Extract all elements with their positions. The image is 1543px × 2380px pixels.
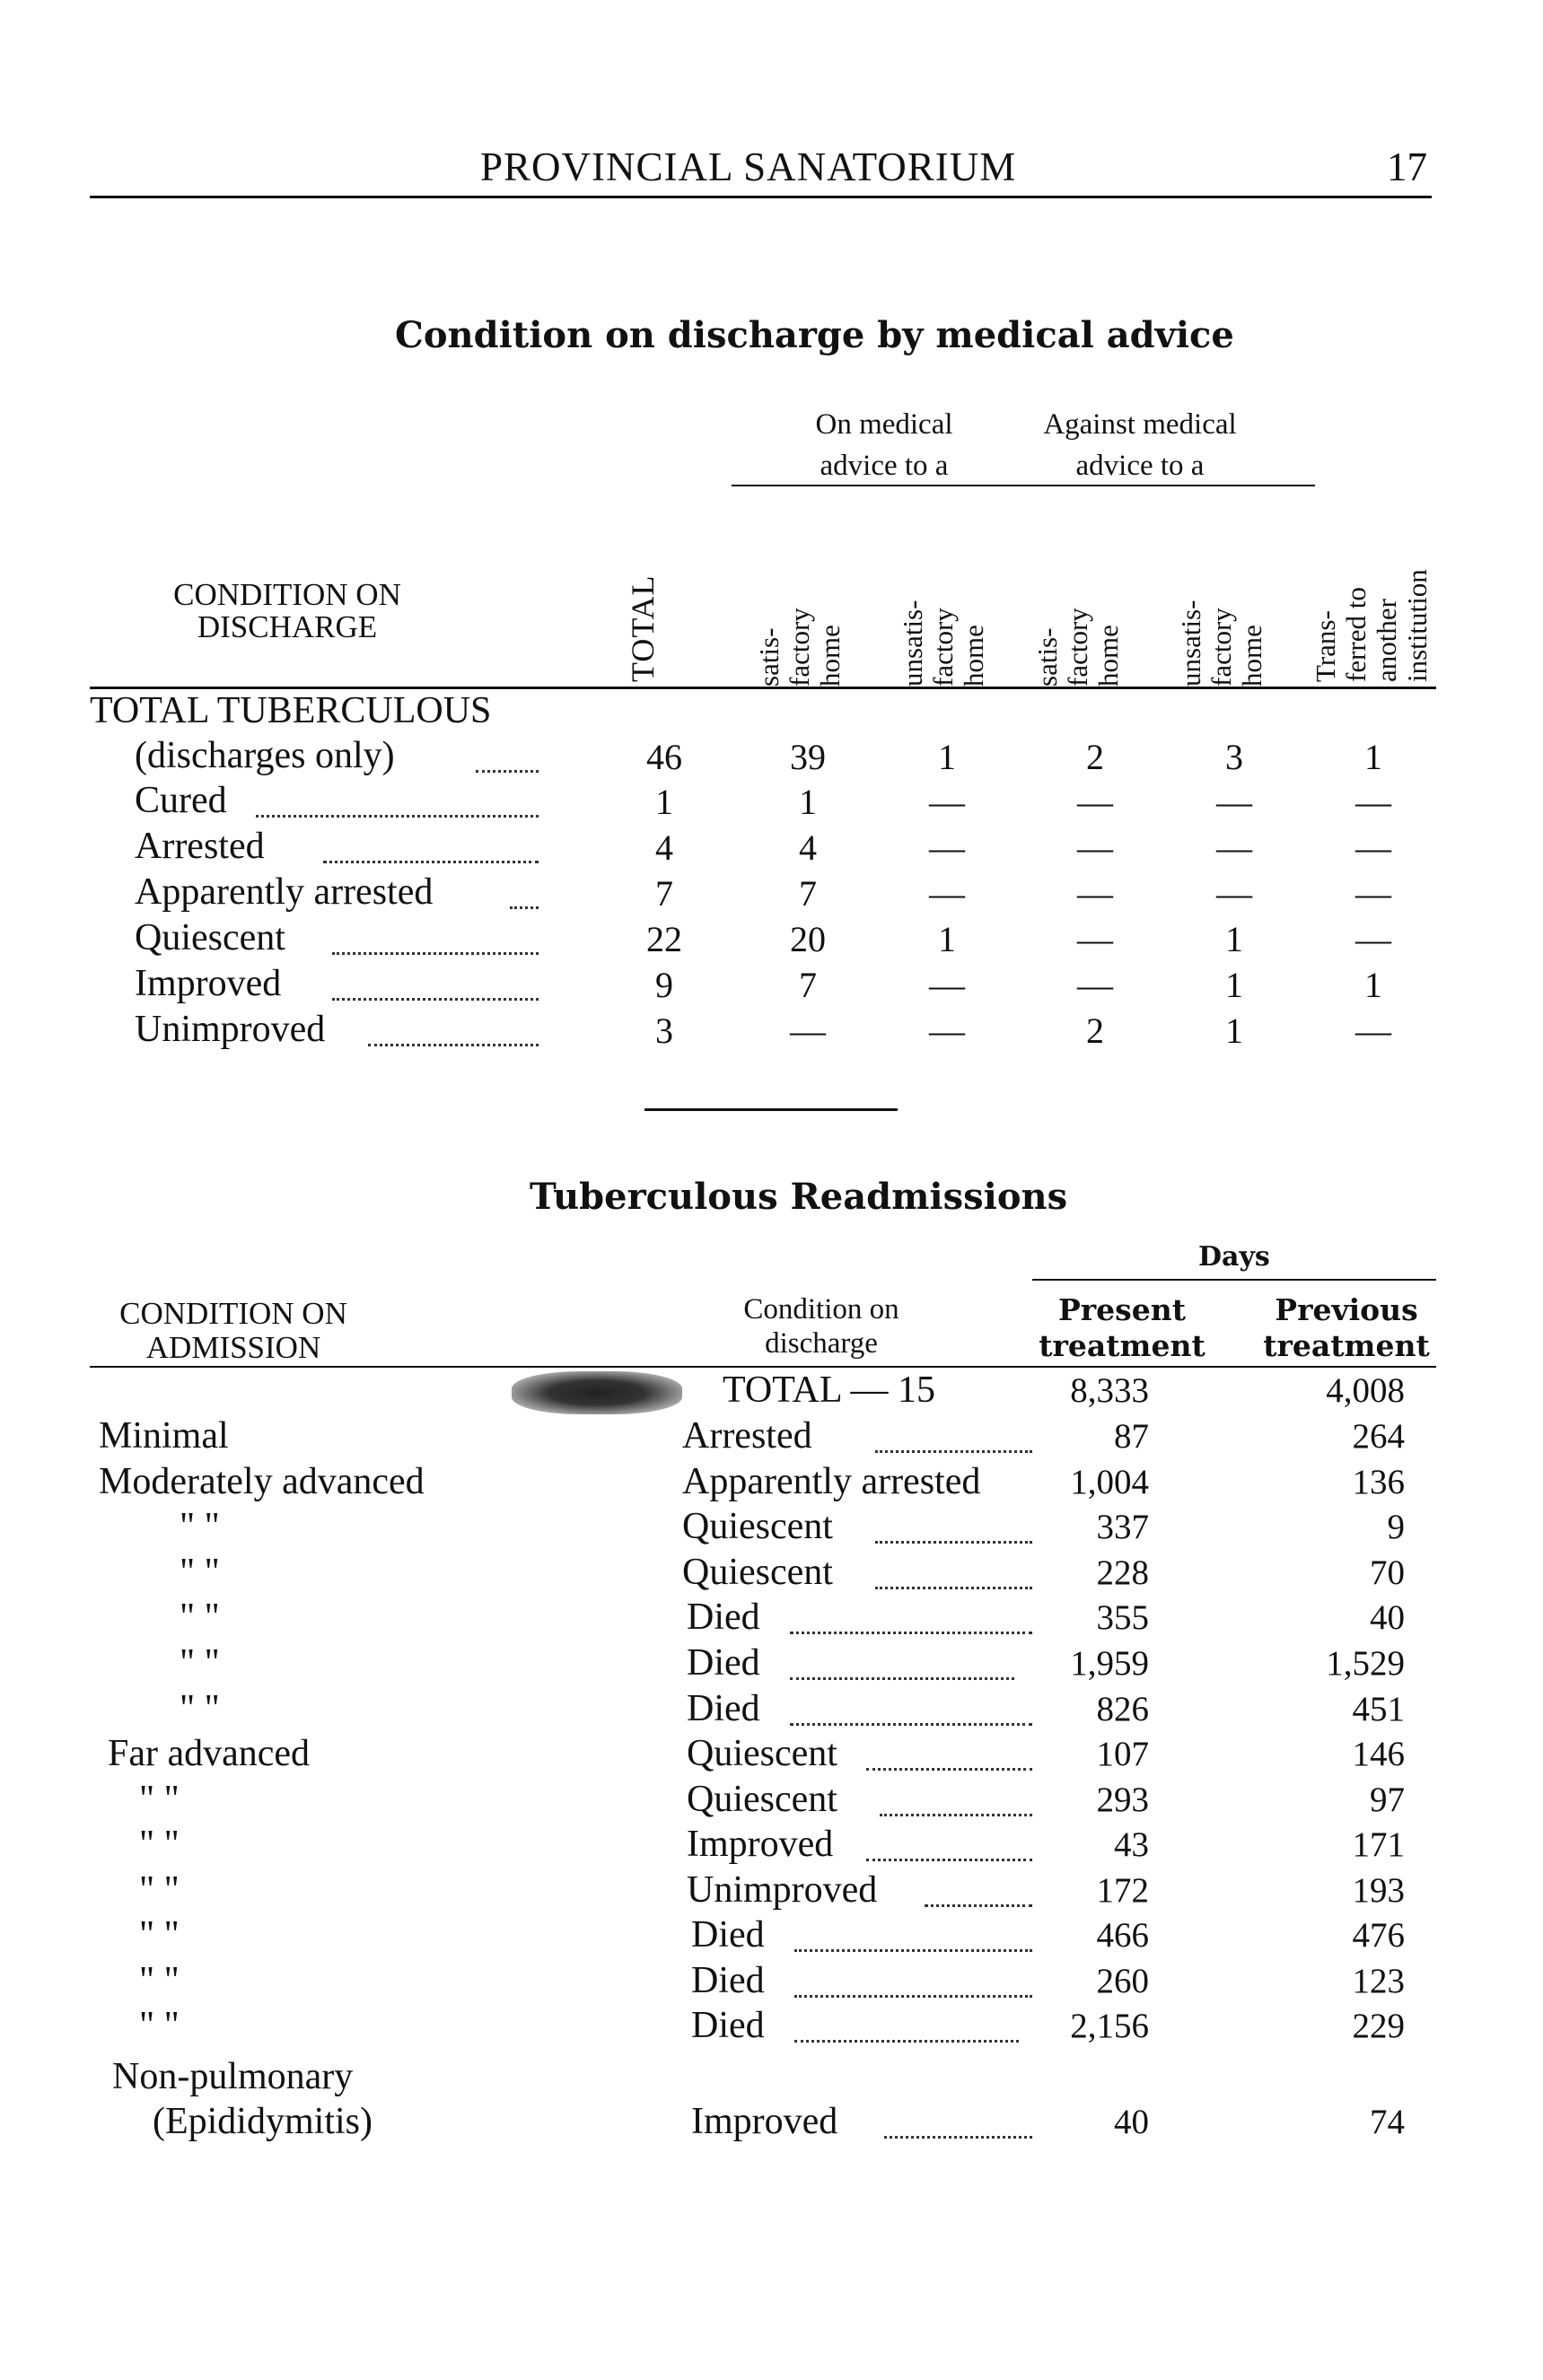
admission-cell: Moderately advanced [99,1461,425,1502]
table1-cell: 1 [655,782,673,822]
condition-on-admission-header-line1: CONDITION ON [119,1296,347,1331]
table1-cell: 3 [1225,737,1243,777]
table1-cell: — [929,827,965,868]
discharge-cell: Unimproved [687,1869,878,1911]
row-leader-unimproved [368,1044,539,1046]
table1-cell: 46 [646,737,682,777]
col-header-on-unsatisfactory [898,600,989,687]
table2-header-rule [90,1366,1436,1368]
table1-cell: 1 [1225,919,1243,959]
table1-cell: 9 [655,965,673,1005]
group-header-against-medical-line1: Against medical [1043,408,1237,441]
section-divider [644,1108,898,1111]
table1-cell: 7 [799,873,817,914]
discharge-cell: Quiescent [682,1552,833,1593]
days-label: Days [1198,1241,1270,1273]
discharge-leader [790,1723,1032,1726]
discharge-cell: Died [691,1914,765,1956]
table1-cell: 1 [1225,965,1243,1005]
previous-days-cell: 1,529 [1326,1644,1405,1683]
present-days-cell: 87 [1114,1417,1149,1456]
condition-on-admission-header-line2: ADMISSION [145,1330,321,1365]
table1-cell: — [1077,827,1113,868]
table1-cell: 1 [938,737,956,777]
row-leader-cured [256,815,539,818]
present-days-cell: 1,004 [1070,1463,1149,1501]
row-label-total-tuberculous: TOTAL TUBERCULOUS [90,690,492,731]
condition-on-discharge-header-line2: DISCHARGE [197,609,378,644]
previous-days-cell: 136 [1352,1463,1405,1501]
admission-cell: " " [139,1914,180,1956]
total-readmissions-label: TOTAL — 15 [723,1369,935,1411]
discharge-cell: Died [687,1597,760,1638]
row-label-arrested: Arrested [135,826,265,867]
total-present-days: 8,333 [1070,1371,1149,1410]
table1-cell: — [1355,1011,1391,1051]
table1-cell: 7 [799,965,817,1005]
col-header-on-satisfactory-l1: satis- [753,627,785,687]
table1-cell: 2 [1086,1011,1104,1051]
table1-cell: — [1355,919,1391,959]
group-header-against-medical-line2: advice to a [1075,450,1205,482]
col-header-total: TOTAL [625,574,661,682]
present-days-cell: 2,156 [1070,2007,1149,2045]
col-header-against-unsatisfactory-l1: unsatis- [1175,599,1206,687]
present-treatment-header-line2: treatment [1039,1328,1205,1363]
table1-cell: — [1355,782,1391,822]
table1-cell: — [1216,873,1252,914]
previous-days-cell: 451 [1352,1690,1405,1728]
present-days-cell: 826 [1096,1690,1149,1728]
table1-cell: 22 [646,919,682,959]
discharge-leader [880,1814,1032,1816]
total-previous-days: 4,008 [1326,1371,1405,1410]
group-header-against-medical [1005,404,1275,486]
present-days-cell: 172 [1096,1871,1149,1910]
table1-cell: 20 [790,919,826,959]
discharge-cell: Improved [687,1824,834,1865]
ink-smudge [512,1371,682,1414]
group-header-on-medical-line1: On medical [815,408,953,441]
table1-title: Condition on discharge by medical advice [395,314,1234,356]
row-label-cured: Cured [135,780,227,821]
epididymitis-label: (Epididymitis) [153,2101,373,2142]
discharge-leader [794,1995,1032,1998]
discharge-leader [794,2040,1019,2043]
discharge-leader [875,1587,1032,1589]
present-days-cell: 228 [1096,1553,1149,1592]
previous-days-cell: 40 [1370,1598,1405,1637]
table1-cell: 7 [655,873,673,914]
table1-cell: — [929,782,965,822]
row-leader-quiescent [332,952,539,955]
discharge-cell: Died [691,2005,765,2046]
col-header-transferred-l4: institution [1401,569,1433,682]
condition-on-discharge-header [144,579,431,643]
col-header-on-satisfactory-l3: home [814,625,846,687]
previous-treatment-header-line1: Previous [1275,1292,1418,1327]
discharge-leader [790,1632,1032,1634]
table1-cell: 3 [655,1011,673,1051]
previous-days-cell: 229 [1352,2007,1405,2045]
previous-days-cell: 476 [1352,1916,1405,1955]
present-days-cell: 260 [1096,1962,1149,2000]
admission-cell: " " [180,1688,220,1729]
table1-cell: 1 [799,782,817,822]
admission-cell: " " [139,1779,180,1820]
row-label-quiescent: Quiescent [135,917,285,958]
admission-cell: " " [139,1960,180,2001]
nonpulmonary-previous-days: 74 [1370,2103,1405,2141]
discharge-cell: Quiescent [682,1506,833,1547]
previous-days-cell: 9 [1387,1508,1405,1546]
discharge-leader [875,1450,1032,1453]
table1-cell: 4 [655,827,673,868]
col-header-against-unsatisfactory-l2: factory [1205,608,1237,687]
table2-title: Tuberculous Readmissions [530,1176,1068,1218]
table1-cell: — [929,965,965,1005]
discharge-cell: Apparently arrested [682,1461,981,1502]
present-days-cell: 293 [1096,1781,1149,1819]
col-header-against-unsatisfactory [1176,600,1267,687]
discharge-leader [884,2136,1032,2139]
header-rule [90,196,1432,198]
col-header-on-unsatisfactory-l2: factory [927,608,959,687]
present-days-cell: 43 [1114,1825,1149,1864]
col-header-on-unsatisfactory-l1: unsatis- [897,599,928,687]
col-header-transferred-l3: another [1371,599,1402,682]
col-header-on-unsatisfactory-l3: home [958,625,989,687]
previous-days-cell: 171 [1352,1825,1405,1864]
discharge-cell: Died [691,1960,765,2001]
table1-cell: — [1216,782,1252,822]
row-leader-improved [332,998,539,1001]
row-label-apparently-arrested: Apparently arrested [135,871,434,913]
admission-cell: " " [139,1824,180,1865]
present-treatment-header-line1: Present [1057,1292,1186,1327]
col-header-against-satisfactory-l2: factory [1062,608,1093,687]
nonpulmonary-present-days: 40 [1114,2103,1149,2141]
col-header-against-satisfactory-l3: home [1092,625,1124,687]
table1-cell: — [1355,827,1391,868]
discharge-leader [866,1768,1032,1771]
present-days-cell: 1,959 [1070,1644,1149,1683]
group-header-on-medical-line2: advice to a [820,450,949,482]
col-header-on-satisfactory-l2: factory [784,608,815,687]
admission-cell: " " [139,2005,180,2046]
col-header-on-satisfactory [754,608,846,687]
table1-cell: 1 [1364,965,1382,1005]
row-leader-discharges-only [476,770,539,773]
col-header-against-satisfactory-l1: satis- [1031,627,1063,687]
admission-cell: " " [139,1869,180,1911]
discharge-leader [925,1904,1032,1907]
discharge-cell: Died [687,1688,760,1729]
previous-days-cell: 70 [1370,1553,1405,1592]
table1-cell: — [1077,782,1113,822]
table1-cell: — [1077,873,1113,914]
discharge-leader [875,1541,1032,1544]
condition-on-discharge-col-header [696,1292,947,1361]
condition-on-discharge-col-header-line1: Condition on [743,1293,899,1326]
admission-cell: " " [180,1552,220,1593]
discharge-leader [866,1859,1032,1861]
admission-cell: " " [180,1642,220,1684]
col-header-transferred-l1: Trans- [1310,610,1341,682]
days-rule [1032,1279,1436,1281]
previous-days-cell: 123 [1352,1962,1405,2000]
page-number: 17 [1387,144,1427,189]
discharge-leader [794,1949,1032,1952]
group-header-rule [732,485,1315,486]
present-days-cell: 337 [1096,1508,1149,1546]
table1-cell: — [1355,873,1391,914]
admission-cell: Minimal [99,1415,229,1457]
table1-cell: — [929,1011,965,1051]
discharge-cell: Quiescent [687,1779,837,1820]
admission-cell: " " [180,1597,220,1638]
table1-cell: 39 [790,737,826,777]
col-header-transferred-l2: ferred to [1340,587,1372,682]
condition-on-discharge-header-line1: CONDITION ON [173,577,401,612]
discharge-cell: Arrested [682,1415,812,1457]
discharge-leader [790,1677,1014,1680]
present-days-cell: 466 [1096,1916,1149,1955]
row-label-improved: Improved [135,963,282,1004]
discharge-cell: Quiescent [687,1733,837,1774]
previous-treatment-header-line2: treatment [1263,1328,1430,1363]
admission-cell: " " [180,1506,220,1547]
admission-cell: Far advanced [108,1733,311,1774]
nonpulmonary-label: Non-pulmonary [112,2056,354,2097]
previous-days-cell: 97 [1370,1781,1405,1819]
table1-cell: — [1077,919,1113,959]
row-leader-apparently-arrested [510,906,539,909]
present-days-cell: 107 [1096,1735,1149,1773]
discharge-cell: Died [687,1642,760,1684]
table1-cell: — [1216,827,1252,868]
condition-on-admission-header [94,1297,373,1365]
running-title: PROVINCIAL SANATORIUM [480,144,1017,189]
col-header-against-unsatisfactory-l3: home [1236,625,1267,687]
table1-cell: 1 [938,919,956,959]
row-leader-arrested [323,861,539,863]
previous-treatment-header [1257,1292,1436,1364]
present-days-cell: 355 [1096,1598,1149,1637]
group-header-on-medical [781,404,987,486]
table1-cell: 2 [1086,737,1104,777]
table1-cell: — [929,873,965,914]
col-header-against-satisfactory [1032,608,1124,687]
table1-cell: — [1077,965,1113,1005]
table1-cell: 1 [1364,737,1382,777]
row-label-unimproved: Unimproved [135,1009,326,1050]
table1-cell: — [790,1011,826,1051]
present-treatment-header [1032,1292,1212,1364]
previous-days-cell: 193 [1352,1871,1405,1910]
previous-days-cell: 264 [1352,1417,1405,1456]
table1-cell: 1 [1225,1011,1243,1051]
row-label-discharges-only: (discharges only) [135,735,395,776]
col-header-transferred [1311,569,1433,682]
condition-on-discharge-col-header-line2: discharge [765,1327,878,1360]
nonpulmonary-discharge: Improved [691,2101,838,2142]
table1-cell: 4 [799,827,817,868]
previous-days-cell: 146 [1352,1735,1405,1773]
